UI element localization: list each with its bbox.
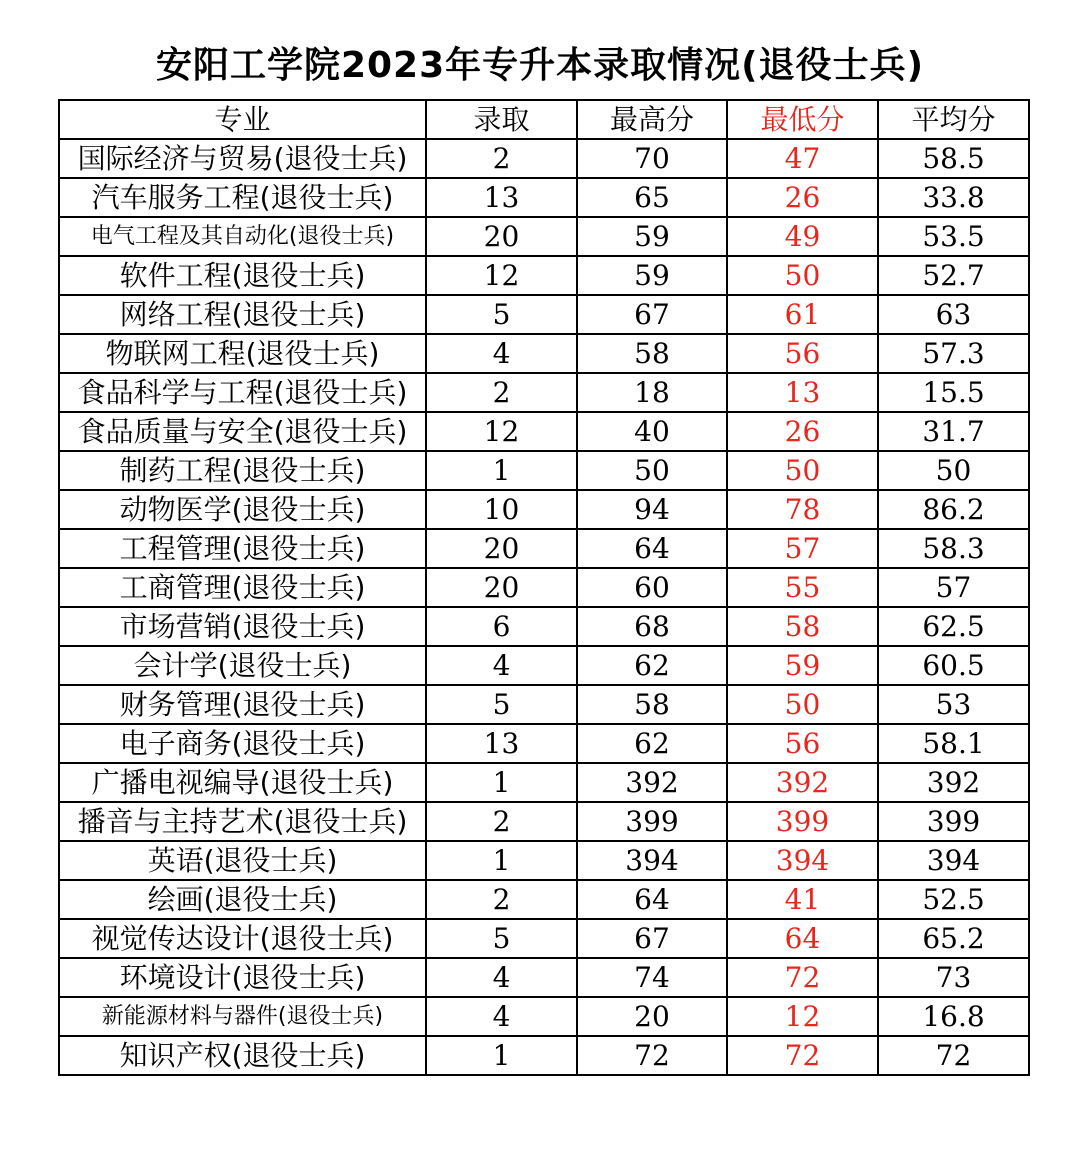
cell-min-score: 399 [727, 802, 878, 841]
cell-major: 知识产权(退役士兵) [59, 1036, 426, 1075]
cell-avg-score: 58.1 [878, 724, 1029, 763]
cell-major: 网络工程(退役士兵) [59, 295, 426, 334]
cell-admitted: 20 [426, 217, 577, 256]
cell-min-score: 72 [727, 958, 878, 997]
page-title: 安阳工学院2023年专升本录取情况(退役士兵) [155, 45, 925, 86]
cell-major: 工程管理(退役士兵) [59, 529, 426, 568]
cell-admitted: 13 [426, 724, 577, 763]
table-row [59, 607, 1029, 646]
cell-major: 制药工程(退役士兵) [59, 451, 426, 490]
table-row [59, 178, 1029, 217]
header-major: 专业 [59, 100, 426, 139]
cell-min-score: 26 [727, 178, 878, 217]
cell-min-score: 50 [727, 256, 878, 295]
cell-min-score: 49 [727, 217, 878, 256]
cell-admitted: 4 [426, 334, 577, 373]
cell-avg-score: 394 [878, 841, 1029, 880]
cell-max-score: 59 [577, 256, 727, 295]
cell-avg-score: 58.5 [878, 139, 1029, 178]
cell-min-score: 12 [727, 997, 878, 1036]
header-min-score: 最低分 [727, 100, 878, 139]
cell-admitted: 1 [426, 451, 577, 490]
cell-max-score: 40 [577, 412, 727, 451]
table-row [59, 685, 1029, 724]
cell-major: 动物医学(退役士兵) [59, 490, 426, 529]
cell-max-score: 70 [577, 139, 727, 178]
cell-min-score: 47 [727, 139, 878, 178]
cell-admitted: 13 [426, 178, 577, 217]
cell-min-score: 50 [727, 451, 878, 490]
cell-avg-score: 53.5 [878, 217, 1029, 256]
cell-admitted: 12 [426, 256, 577, 295]
cell-avg-score: 52.5 [878, 880, 1029, 919]
cell-major: 食品科学与工程(退役士兵) [59, 373, 426, 412]
admissions-table [58, 99, 1030, 1076]
table-row [59, 295, 1029, 334]
cell-admitted: 4 [426, 646, 577, 685]
cell-avg-score: 63 [878, 295, 1029, 334]
table-row [59, 841, 1029, 880]
cell-max-score: 18 [577, 373, 727, 412]
cell-admitted: 2 [426, 802, 577, 841]
cell-max-score: 392 [577, 763, 727, 802]
cell-major: 汽车服务工程(退役士兵) [59, 178, 426, 217]
cell-avg-score: 31.7 [878, 412, 1029, 451]
cell-max-score: 67 [577, 295, 727, 334]
cell-min-score: 55 [727, 568, 878, 607]
table-row [59, 490, 1029, 529]
cell-max-score: 58 [577, 334, 727, 373]
cell-avg-score: 60.5 [878, 646, 1029, 685]
cell-max-score: 74 [577, 958, 727, 997]
cell-avg-score: 73 [878, 958, 1029, 997]
cell-admitted: 20 [426, 529, 577, 568]
cell-admitted: 5 [426, 295, 577, 334]
cell-max-score: 62 [577, 724, 727, 763]
table-row [59, 373, 1029, 412]
cell-min-score: 394 [727, 841, 878, 880]
cell-major: 电子商务(退役士兵) [59, 724, 426, 763]
cell-major: 广播电视编导(退役士兵) [59, 763, 426, 802]
cell-major: 会计学(退役士兵) [59, 646, 426, 685]
cell-admitted: 5 [426, 919, 577, 958]
cell-major: 播音与主持艺术(退役士兵) [59, 802, 426, 841]
table-body [59, 139, 1029, 1075]
cell-avg-score: 399 [878, 802, 1029, 841]
cell-min-score: 56 [727, 724, 878, 763]
cell-max-score: 50 [577, 451, 727, 490]
cell-avg-score: 33.8 [878, 178, 1029, 217]
cell-avg-score: 57.3 [878, 334, 1029, 373]
cell-major: 市场营销(退役士兵) [59, 607, 426, 646]
table-row [59, 880, 1029, 919]
table-row [59, 802, 1029, 841]
cell-min-score: 50 [727, 685, 878, 724]
cell-min-score: 13 [727, 373, 878, 412]
cell-max-score: 72 [577, 1036, 727, 1075]
cell-major: 软件工程(退役士兵) [59, 256, 426, 295]
table-row [59, 334, 1029, 373]
table-row [59, 256, 1029, 295]
cell-major: 电气工程及其自动化(退役士兵) [59, 217, 426, 256]
table-row [59, 724, 1029, 763]
cell-major: 食品质量与安全(退役士兵) [59, 412, 426, 451]
cell-admitted: 20 [426, 568, 577, 607]
cell-min-score: 64 [727, 919, 878, 958]
table-row [59, 997, 1029, 1036]
cell-major: 物联网工程(退役士兵) [59, 334, 426, 373]
cell-major: 英语(退役士兵) [59, 841, 426, 880]
cell-avg-score: 57 [878, 568, 1029, 607]
cell-min-score: 72 [727, 1036, 878, 1075]
cell-min-score: 58 [727, 607, 878, 646]
cell-max-score: 67 [577, 919, 727, 958]
cell-major: 财务管理(退役士兵) [59, 685, 426, 724]
table-row [59, 412, 1029, 451]
table-row [59, 1036, 1029, 1075]
cell-avg-score: 62.5 [878, 607, 1029, 646]
table-row [59, 958, 1029, 997]
cell-major: 新能源材料与器件(退役士兵) [59, 997, 426, 1036]
header-admitted: 录取 [426, 100, 577, 139]
cell-avg-score: 15.5 [878, 373, 1029, 412]
cell-min-score: 26 [727, 412, 878, 451]
cell-admitted: 1 [426, 763, 577, 802]
cell-avg-score: 50 [878, 451, 1029, 490]
header-max-score: 最高分 [577, 100, 727, 139]
cell-min-score: 61 [727, 295, 878, 334]
cell-avg-score: 16.8 [878, 997, 1029, 1036]
table-row [59, 139, 1029, 178]
table-row [59, 568, 1029, 607]
cell-admitted: 6 [426, 607, 577, 646]
cell-avg-score: 72 [878, 1036, 1029, 1075]
table-row [59, 919, 1029, 958]
cell-avg-score: 392 [878, 763, 1029, 802]
cell-admitted: 5 [426, 685, 577, 724]
cell-admitted: 1 [426, 1036, 577, 1075]
table-row [59, 529, 1029, 568]
cell-admitted: 1 [426, 841, 577, 880]
cell-min-score: 57 [727, 529, 878, 568]
cell-admitted: 12 [426, 412, 577, 451]
cell-major: 视觉传达设计(退役士兵) [59, 919, 426, 958]
table-header-row [59, 100, 1029, 139]
cell-admitted: 4 [426, 958, 577, 997]
cell-avg-score: 52.7 [878, 256, 1029, 295]
cell-max-score: 399 [577, 802, 727, 841]
cell-min-score: 56 [727, 334, 878, 373]
table-row [59, 646, 1029, 685]
cell-max-score: 64 [577, 880, 727, 919]
table-row [59, 451, 1029, 490]
cell-admitted: 2 [426, 139, 577, 178]
cell-min-score: 78 [727, 490, 878, 529]
cell-avg-score: 86.2 [878, 490, 1029, 529]
cell-major: 绘画(退役士兵) [59, 880, 426, 919]
table-row [59, 217, 1029, 256]
cell-max-score: 64 [577, 529, 727, 568]
cell-avg-score: 58.3 [878, 529, 1029, 568]
cell-max-score: 20 [577, 997, 727, 1036]
cell-avg-score: 53 [878, 685, 1029, 724]
header-avg-score: 平均分 [878, 100, 1029, 139]
cell-major: 工商管理(退役士兵) [59, 568, 426, 607]
cell-max-score: 60 [577, 568, 727, 607]
cell-admitted: 2 [426, 880, 577, 919]
cell-avg-score: 65.2 [878, 919, 1029, 958]
cell-max-score: 59 [577, 217, 727, 256]
cell-max-score: 65 [577, 178, 727, 217]
cell-min-score: 392 [727, 763, 878, 802]
cell-min-score: 41 [727, 880, 878, 919]
table-row [59, 763, 1029, 802]
cell-admitted: 10 [426, 490, 577, 529]
cell-admitted: 2 [426, 373, 577, 412]
cell-major: 环境设计(退役士兵) [59, 958, 426, 997]
cell-min-score: 59 [727, 646, 878, 685]
cell-max-score: 58 [577, 685, 727, 724]
cell-max-score: 68 [577, 607, 727, 646]
cell-max-score: 62 [577, 646, 727, 685]
cell-admitted: 4 [426, 997, 577, 1036]
cell-max-score: 394 [577, 841, 727, 880]
cell-max-score: 94 [577, 490, 727, 529]
cell-major: 国际经济与贸易(退役士兵) [59, 139, 426, 178]
